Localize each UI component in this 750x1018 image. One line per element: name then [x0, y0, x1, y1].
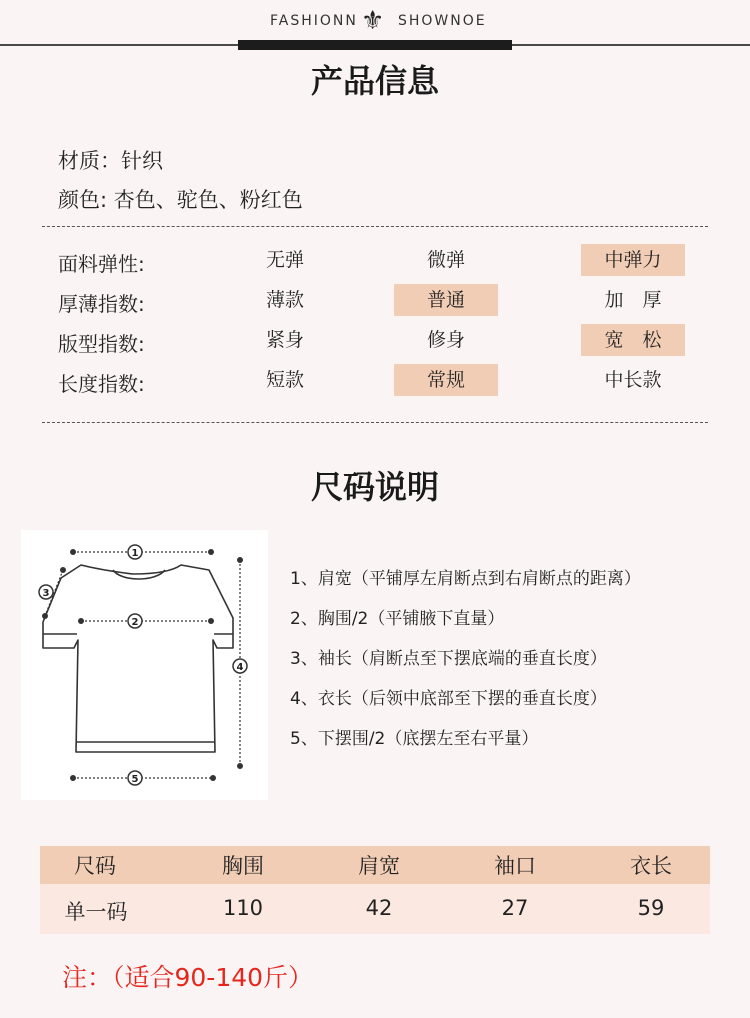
- tshirt-measurement-diagram: [21, 530, 268, 800]
- brand-text-right: SHOWNOE: [398, 13, 487, 29]
- table-header-cell: 胸围: [222, 854, 264, 878]
- table-cell: 59: [637, 896, 665, 920]
- table-cell: 单一码: [64, 900, 128, 924]
- table-header-cell: 尺码: [74, 854, 116, 878]
- measurement-description: 5、下摆围/2（底摆左至右平量）: [290, 729, 539, 749]
- attribute-label: 厚薄指数:: [58, 292, 145, 316]
- weight-note: 注：（适合90-140斤）: [62, 963, 314, 992]
- dashed-divider: [42, 226, 708, 227]
- measurement-description: 2、胸围/2（平铺腋下直量）: [290, 609, 505, 629]
- attribute-label: 面料弹性:: [58, 252, 145, 276]
- attribute-option-selected: 宽 松: [581, 324, 685, 356]
- attribute-option: 紧身: [265, 329, 304, 351]
- attribute-option-selected: 普通: [394, 284, 498, 316]
- measure-marker-4: 4: [236, 662, 244, 673]
- brand-text-left: FASHIONN: [270, 13, 358, 29]
- table-header-cell: 肩宽: [358, 854, 400, 878]
- table-cell: 27: [501, 896, 529, 920]
- fleur-de-lis-icon: ⚜: [361, 6, 385, 36]
- attribute-option: 短款: [265, 369, 304, 391]
- attribute-option: 无弹: [265, 249, 304, 271]
- attribute-option: 薄款: [265, 289, 304, 311]
- attribute-option: 微弹: [426, 249, 465, 271]
- material-text: 材质：针织: [58, 149, 163, 173]
- attribute-option: 中长款: [604, 369, 662, 391]
- measure-marker-5: 5: [131, 774, 139, 785]
- color-text: 颜色: 杏色、驼色、粉红色: [58, 188, 303, 212]
- attribute-option: 修身: [426, 329, 465, 351]
- attribute-label: 长度指数:: [58, 372, 145, 396]
- table-cell: 110: [222, 896, 264, 920]
- measurement-description: 4、衣长（后领中底部至下摆的垂直长度）: [290, 689, 607, 709]
- size-table-header: [40, 846, 710, 884]
- header-divider-accent: [238, 40, 512, 50]
- table-cell: 42: [365, 896, 393, 920]
- attribute-option-selected: 中弹力: [581, 244, 685, 276]
- size-guide-title: 尺码说明: [310, 468, 439, 506]
- dashed-divider: [42, 422, 708, 423]
- measurement-description: 3、袖长（肩断点至下摆底端的垂直长度）: [290, 649, 607, 669]
- attribute-label: 版型指数:: [58, 332, 145, 356]
- measure-marker-1: 1: [131, 548, 139, 559]
- product-info-title: 产品信息: [310, 62, 439, 100]
- attribute-option-selected: 常规: [394, 364, 498, 396]
- table-row: [40, 884, 710, 934]
- attribute-option: 加 厚: [604, 289, 662, 311]
- measurement-description: 1、肩宽（平铺厚左肩断点到右肩断点的距离）: [290, 569, 641, 589]
- measure-marker-2: 2: [131, 617, 139, 628]
- measure-marker-3: 3: [42, 588, 50, 599]
- table-header-cell: 衣长: [630, 854, 672, 878]
- table-header-cell: 袖口: [494, 854, 536, 878]
